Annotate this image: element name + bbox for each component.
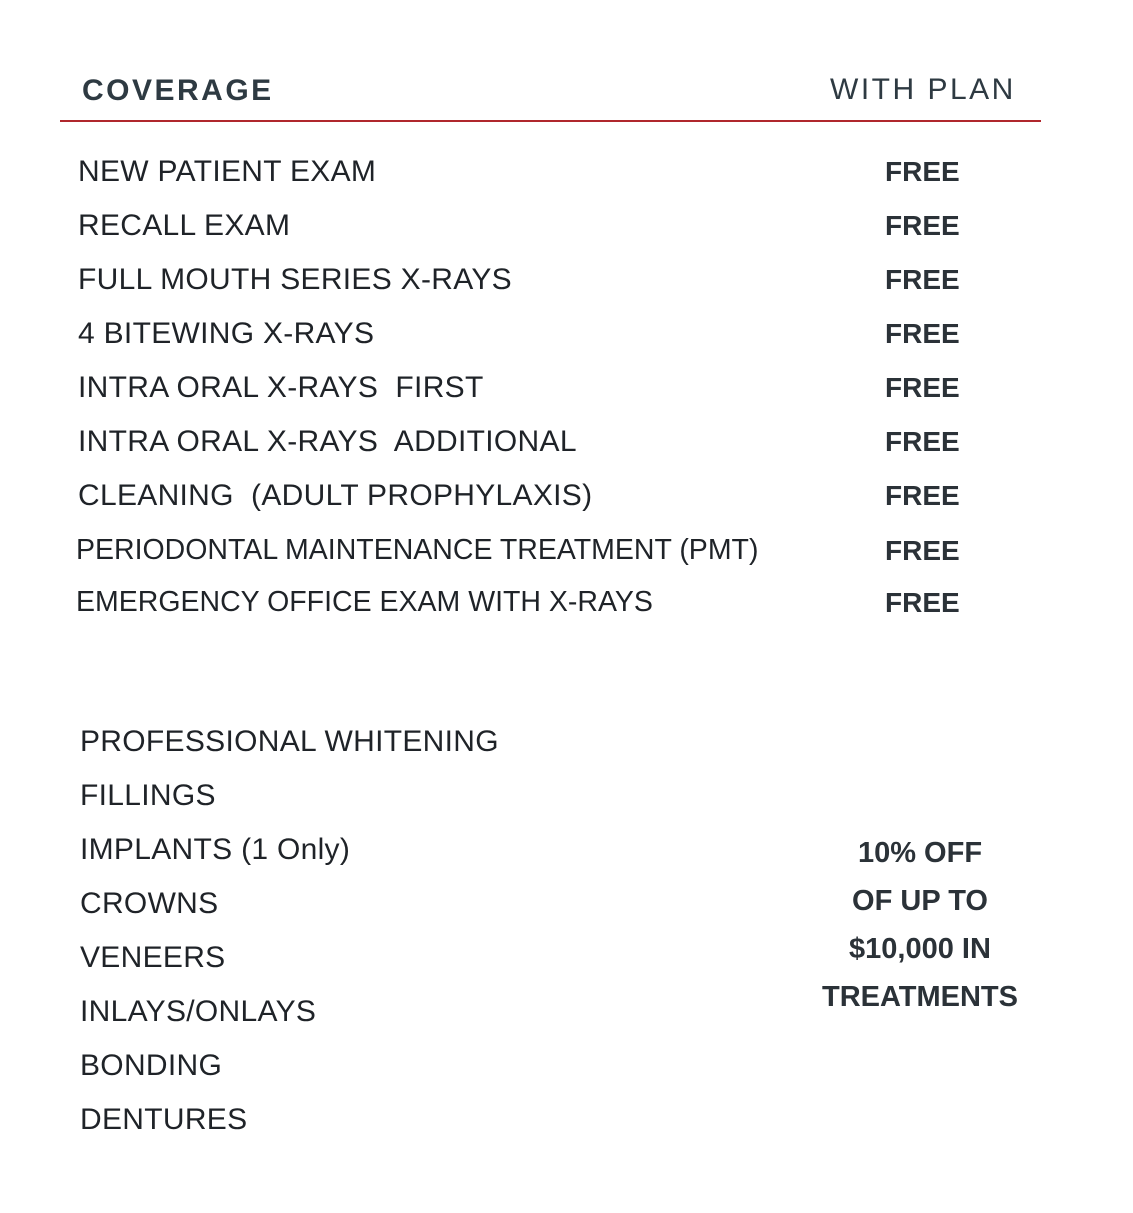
table-row [0,425,1133,465]
service-value: FREE [885,210,960,241]
table-row [0,263,1133,303]
discount-line: $10,000 IN [849,933,991,965]
list-item: INLAYS/ONLAYS [80,995,317,1028]
service-value: FREE [885,426,960,457]
table-row [0,371,1133,411]
discount-line: 10% OFF [857,837,983,869]
service-value: FREE [885,535,960,566]
service-name: 4 BITEWING X-RAYS [78,317,375,350]
list-item: FILLINGS [80,779,216,812]
list-item: VENEERS [80,941,226,974]
table-row [0,534,1133,574]
discount-line: OF UP TO [852,885,988,917]
list-item: CROWNS [80,887,219,920]
list-item: DENTURES [80,1103,248,1136]
service-name: PERIODONTAL MAINTENANCE TREATMENT (PMT) [76,534,759,566]
list-item: IMPLANTS (1 Only) [80,833,351,866]
discount-line: TREATMENTS [821,981,1018,1013]
service-value: FREE [885,372,960,403]
header-divider [60,120,1041,122]
service-name: CLEANING (ADULT PROPHYLAXIS) [78,479,593,512]
list-item: PROFESSIONAL WHITENING [80,725,499,758]
service-value: FREE [885,318,960,349]
table-row [0,209,1133,249]
discount-offer [800,829,1040,1021]
service-value: FREE [885,480,960,511]
service-value: FREE [885,264,960,295]
service-name: EMERGENCY OFFICE EXAM WITH X-RAYS [76,586,653,618]
table-row [0,155,1133,195]
service-value: FREE [885,156,960,187]
service-name: RECALL EXAM [78,209,291,242]
table-row [0,317,1133,357]
table-row [0,479,1133,519]
coverage-header: COVERAGE [82,74,274,107]
service-name: FULL MOUTH SERIES X-RAYS [78,263,512,296]
service-name: INTRA ORAL X-RAYS FIRST [78,371,484,404]
service-value: FREE [885,587,960,618]
service-name: INTRA ORAL X-RAYS ADDITIONAL [78,425,577,458]
service-name: NEW PATIENT EXAM [78,155,377,188]
with-plan-header: WITH PLAN [830,73,1016,106]
list-item: BONDING [80,1049,223,1082]
table-row [0,586,1133,626]
